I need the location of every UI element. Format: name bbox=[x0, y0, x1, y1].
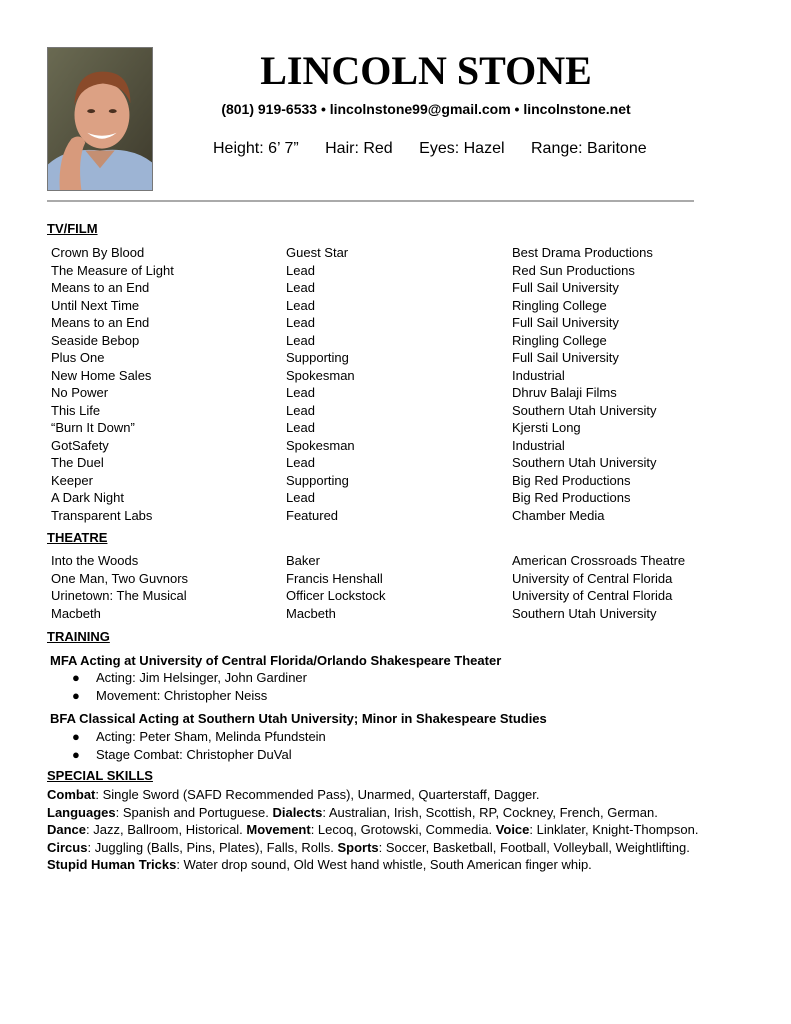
credit-role: Supporting bbox=[286, 472, 349, 488]
tvfilm-heading: TV/FILM bbox=[47, 221, 98, 236]
credit-role: Lead bbox=[286, 385, 315, 400]
credit-company: Southern Utah University bbox=[512, 605, 657, 621]
credit-title: Transparent Labs bbox=[51, 507, 153, 523]
credit-title: Urinetown: The Musical bbox=[51, 588, 187, 603]
credit-role: Featured bbox=[286, 507, 339, 523]
credit-company: Big Red Productions bbox=[512, 472, 631, 488]
theatre-heading: THEATRE bbox=[47, 530, 108, 545]
credit-title: “Burn It Down” bbox=[51, 420, 135, 435]
credit-role: Lead bbox=[286, 262, 315, 278]
credit-title: One Man, Two Guvnors bbox=[51, 570, 189, 586]
credit-role: Lead bbox=[286, 315, 315, 330]
credit-title: Plus One bbox=[51, 350, 105, 365]
credit-company: University of Central Florida bbox=[512, 570, 673, 586]
special-skills bbox=[47, 786, 698, 874]
credit-title: Means to an End bbox=[51, 315, 150, 330]
list-item: ● Acting: Jim Helsinger, John Gardiner bbox=[72, 670, 307, 685]
credit-company: Industrial bbox=[512, 367, 565, 383]
credit-role: Guest Star bbox=[286, 245, 349, 260]
skill-line-dance: Dance: Jazz, Ballroom, Historical. Movement: Lecoq, Grotowski, Commedia. Voice: Linklater, Knight-Thompson. bbox=[47, 822, 699, 837]
skill-line-circus: Circus: Juggling (Balls, Pins, Plates), Falls, Rolls. Sports: Soccer, Basketball, Football, Volleyball, Weightlifting. bbox=[47, 839, 690, 855]
credit-title: No Power bbox=[51, 385, 109, 400]
credit-company: Ringling College bbox=[512, 332, 607, 348]
stat-height: Height: 6’ 7” bbox=[213, 140, 299, 157]
credit-company: Best Drama Productions bbox=[512, 245, 653, 260]
credit-role: Spokesman bbox=[286, 367, 355, 383]
contact-line: (801) 919-6533 • lincolnstone99@gmail.com • lincolnstone.net bbox=[221, 101, 631, 117]
credit-company: Full Sail University bbox=[512, 350, 619, 365]
credit-company: Big Red Productions bbox=[512, 490, 631, 505]
list-item: ● Movement: Christopher Neiss bbox=[72, 688, 268, 703]
credit-title: New Home Sales bbox=[51, 367, 152, 383]
credit-title: A Dark Night bbox=[51, 490, 124, 505]
actor-name: LINCOLN STONE bbox=[260, 48, 592, 93]
credit-company: University of Central Florida bbox=[512, 588, 673, 603]
credit-company: Full Sail University bbox=[512, 280, 619, 295]
credit-title: Seaside Bebop bbox=[51, 332, 140, 348]
credit-role: Francis Henshall bbox=[286, 570, 383, 586]
list-item: ● Stage Combat: Christopher DuVal bbox=[72, 747, 292, 762]
credit-role: Lead bbox=[286, 455, 315, 470]
credit-company: Ringling College bbox=[512, 297, 607, 313]
credit-company: Industrial bbox=[512, 437, 565, 453]
physical-stats bbox=[213, 139, 669, 159]
stat-hair: Hair: Red bbox=[325, 140, 393, 157]
skills-heading: SPECIAL SKILLS bbox=[47, 768, 153, 783]
credit-title: Macbeth bbox=[51, 605, 101, 621]
credit-role: Officer Lockstock bbox=[286, 588, 386, 603]
credit-role: Lead bbox=[286, 297, 315, 313]
skill-line-languages: Languages: Spanish and Portuguese. Dialects: Australian, Irish, Scottish, RP, Cockney, French, German. bbox=[47, 804, 658, 820]
credit-company: Red Sun Productions bbox=[512, 262, 635, 278]
credit-title: Keeper bbox=[51, 472, 93, 488]
credit-role: Spokesman bbox=[286, 437, 355, 453]
credit-title: GotSafety bbox=[51, 437, 109, 453]
credit-company: Southern Utah University bbox=[512, 455, 657, 470]
credit-company: American Crossroads Theatre bbox=[512, 553, 686, 568]
skill-line-tricks: Stupid Human Tricks: Water drop sound, Old West hand whistle, South American finger whip. bbox=[47, 857, 592, 872]
credit-role: Supporting bbox=[286, 350, 349, 365]
credit-title: The Measure of Light bbox=[51, 262, 174, 278]
credit-company: Kjersti Long bbox=[512, 420, 581, 435]
list-item: ● Acting: Peter Sham, Melinda Pfundstein bbox=[72, 729, 326, 744]
credit-company: Southern Utah University bbox=[512, 402, 657, 418]
training-heading: TRAINING bbox=[47, 629, 110, 644]
credit-title: This Life bbox=[51, 402, 101, 418]
skill-line-combat: Combat: Single Sword (SAFD Recommended Pass), Unarmed, Quarterstaff, Dagger. bbox=[47, 787, 540, 802]
credit-company: Full Sail University bbox=[512, 315, 619, 330]
credit-title: Crown By Blood bbox=[51, 245, 145, 260]
bfa-teachers bbox=[72, 728, 326, 764]
credit-role: Lead bbox=[286, 420, 315, 435]
credit-company: Chamber Media bbox=[512, 507, 605, 523]
credit-title: Means to an End bbox=[51, 280, 150, 295]
header-divider bbox=[47, 200, 694, 202]
stat-eyes: Eyes: Hazel bbox=[419, 140, 505, 157]
credit-role: Macbeth bbox=[286, 605, 336, 621]
bfa-degree: BFA Classical Acting at Southern Utah University; Minor in Shakespeare Studies bbox=[50, 711, 547, 726]
headshot-photo bbox=[47, 47, 153, 191]
credit-role: Lead bbox=[286, 332, 315, 348]
credit-role: Lead bbox=[286, 280, 315, 295]
credit-role: Baker bbox=[286, 553, 320, 568]
credit-title: Until Next Time bbox=[51, 297, 140, 313]
stat-range: Range: Baritone bbox=[530, 140, 647, 157]
credit-company: Dhruv Balaji Films bbox=[512, 385, 617, 400]
credit-role: Lead bbox=[286, 402, 315, 418]
credit-role: Lead bbox=[286, 490, 315, 505]
mfa-degree: MFA Acting at University of Central Florida/Orlando Shakespeare Theater bbox=[50, 653, 502, 668]
credit-title: Into the Woods bbox=[51, 553, 139, 568]
credit-title: The Duel bbox=[51, 455, 104, 470]
mfa-teachers bbox=[72, 669, 307, 705]
